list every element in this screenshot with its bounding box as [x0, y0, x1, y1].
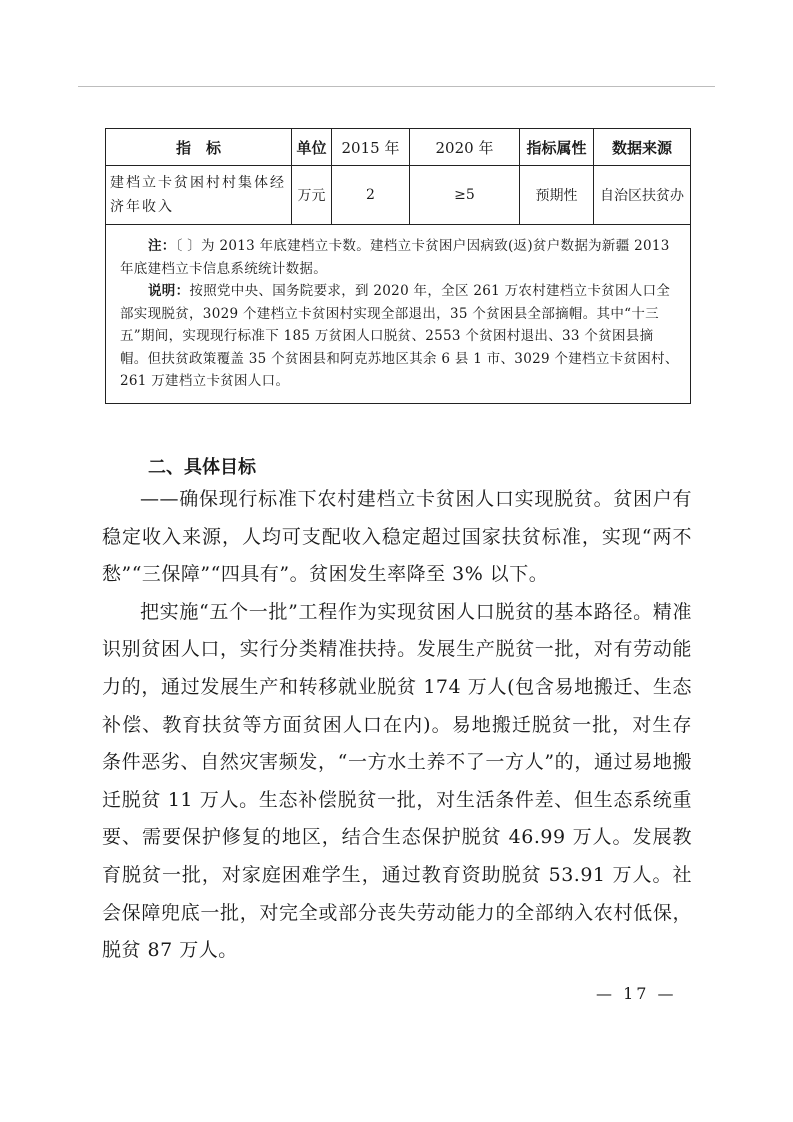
body-text: [102, 481, 692, 970]
table-row: [106, 166, 691, 225]
table-header-row: [106, 129, 691, 166]
indicator-table: [105, 128, 691, 404]
header-2020: 2020 年: [410, 129, 520, 166]
header-indicator: 指 标: [106, 129, 292, 166]
section-title: 二、具体目标: [148, 457, 256, 478]
header-attribute: 指标属性: [520, 129, 594, 166]
header-unit: 单位: [292, 129, 332, 166]
note-paragraph: [120, 235, 680, 280]
cell-indicator: 建档立卡贫困村村集体经济年收入: [106, 166, 292, 225]
explain-label: 说明：: [148, 283, 190, 299]
cell-2015: 2: [332, 166, 410, 225]
cell-unit: 万元: [292, 166, 332, 225]
header-source: 数据来源: [594, 129, 691, 166]
paragraph-2: 把实施“五个一批”工程作为实现贫困人口脱贫的基本路径。精准识别贫困人口，实行分类精准扶持。发展生产脱贫一批，对有劳动能力的，通过发展生产和转移就业脱贫 174 万人(包含易地搬迁、生态补偿、教育扶贫等方面贫困人口在内)。易地搬迁脱贫一批，对生存条件恶劣、自然灾害频发，“一方水土养不了一方人”的，通过易地搬迁脱贫 11 万人。生态补偿脱贫一批，对生活条件差、但生态系统重要、需要保护修复的地区，结合生态保护脱贫 46.99 万人。发展教育脱贫一批，对家庭困难学生，通过教育资助脱贫 53.91 万人。社会保障兜底一批，对完全或部分丧失劳动能力的全部纳入农村低保，脱贫 87 万人。: [102, 600, 692, 962]
note-label: 注：: [148, 238, 176, 254]
explain-paragraph: [120, 280, 680, 393]
explain-text: 按照党中央、国务院要求，到 2020 年，全区 261 万农村建档立卡贫困人口全部实现脱贫，3029 个建档立卡贫困村实现全部退出，35 个贫困县全部摘帽。其中“十三五”期间，实现现行标准下 185 万贫困人口脱贫、2553 个贫困村退出、33 个贫困县摘帽。但扶贫政策覆盖 35 个贫困县和阿克苏地区其余 6 县 1 市、3029 个建档立卡贫困村、261 万建档立卡贫困人口。: [120, 283, 679, 389]
table-note-cell: [106, 225, 691, 404]
page-number: — 17 —: [596, 984, 677, 1003]
header-2015: 2015 年: [332, 129, 410, 166]
cell-2020: ≥5: [410, 166, 520, 225]
paragraph-1: ——确保现行标准下农村建档立卡贫困人口实现脱贫。贫困户有稳定收入来源，人均可支配收入稳定超过国家扶贫标准，实现“两不愁”“三保障”“四具有”。贫困发生率降至 3% 以下。: [102, 488, 692, 586]
header-rule: [78, 86, 715, 87]
cell-source: 自治区扶贫办: [594, 166, 691, 225]
note-text: 〔 〕为 2013 年底建档立卡数。建档立卡贫困户因病致(返)贫户数据为新疆 2013 年底建档立卡信息系统统计数据。: [120, 238, 670, 277]
table-note-row: [106, 225, 691, 404]
cell-attribute: 预期性: [520, 166, 594, 225]
